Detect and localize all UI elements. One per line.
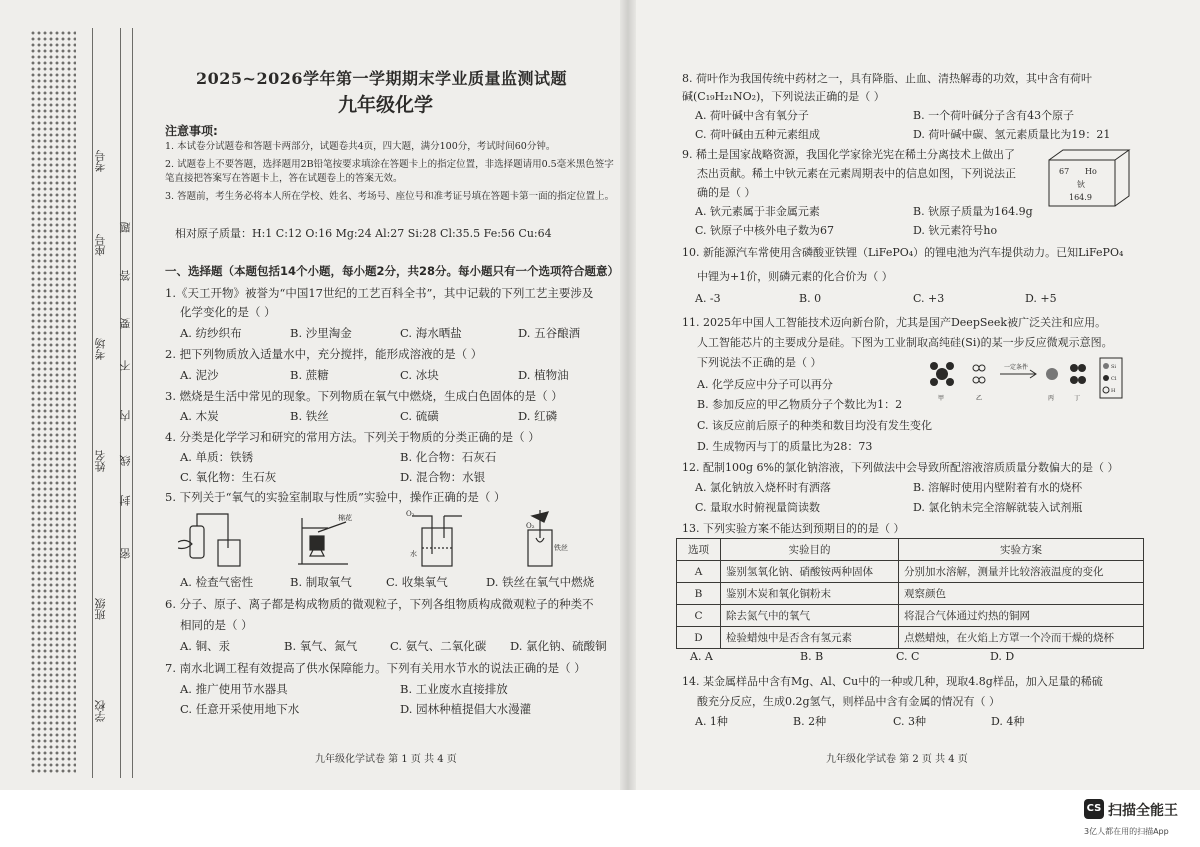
seal-char: 内	[119, 410, 132, 421]
q9-option-a: A. 钬元素属于非金属元素	[695, 205, 820, 218]
q8-stem-cont: 碱(C₁₉H₂₁NO₂)，下列说法正确的是（ ）	[682, 90, 885, 103]
reaction-arrow	[1000, 370, 1036, 378]
binding-room: 考场	[94, 338, 107, 360]
legend-si: Si	[1111, 364, 1117, 370]
q2-stem: 2. 把下列物质放入适量水中，充分搅拌，能形成溶液的是（ ）	[165, 347, 483, 361]
q13-option-d: D. D	[990, 650, 1015, 663]
q13-option-a: A. A	[690, 650, 713, 663]
q8-options-row2	[695, 126, 1145, 142]
q1-option-b: B. 沙里淘金	[290, 326, 352, 340]
q2-options	[180, 367, 620, 383]
q6-option-a: A. 铜、汞	[180, 639, 231, 653]
q8-option-a: A. 荷叶碱中含有氧分子	[695, 109, 809, 122]
atomic-mass-line: 相对原子质量：H:1 C:12 O:16 Mg:24 Al:27 Si:28 Cl:35.5 Fe:56 Cu:64	[175, 227, 552, 240]
q7-stem: 7. 南水北调工程有效提高了供水保障能力。下列有关用水节水的说法正确的是（ ）	[165, 661, 586, 675]
q8-options-row1	[695, 107, 1145, 123]
q7-option-a: A. 推广使用节水器具	[180, 682, 288, 696]
q11-option-d: D. 生成物丙与丁的质量比为28：73	[697, 440, 873, 453]
q13-option-c: C. C	[896, 650, 920, 663]
label-ding: 丁	[1074, 395, 1081, 402]
q11-stem-cont2: 下列说法不正确的是（ ）	[697, 356, 822, 369]
table-header: 实验方案	[899, 539, 1144, 561]
c-label-2: 水	[410, 550, 417, 558]
q9-option-b: B. 钬原子质量为164.9g	[913, 205, 1033, 218]
d-label-2: 铁丝	[554, 544, 568, 552]
q5-options	[180, 574, 620, 590]
iron-wire-burning-figure	[528, 510, 552, 566]
note-item: 1. 本试卷分试题卷和答题卡两部分，试题卷共4页，四大题，满分100分，考试时间60分钟。	[165, 141, 556, 152]
q11-stem: 11. 2025年中国人工智能技术迈向新台阶，尤其是国产DeepSeek被广泛关注和应用。	[682, 316, 1107, 329]
exam-title: 2025~2026学年第一学期期末学业质量监测试题	[196, 69, 567, 88]
table-cell: A	[677, 561, 721, 583]
q4-option-c: C. 氧化物：生石灰	[180, 470, 277, 484]
q3-option-d: D. 红磷	[518, 409, 558, 423]
q14-option-c: C. 3种	[893, 715, 927, 728]
q4-option-a: A. 单质：铁锈	[180, 450, 254, 464]
q9-options-row2	[695, 222, 1145, 238]
element-mass: 164.9	[1069, 193, 1092, 202]
binding-number: 考号	[94, 150, 107, 172]
q12-option-b: B. 溶解时使用内壁附着有水的烧杯	[913, 481, 1083, 494]
q7-options-row1	[180, 681, 620, 697]
q10-option-d: D. +5	[1025, 292, 1057, 305]
q4-option-d: D. 混合物：水银	[400, 470, 486, 484]
q12-options-row1	[695, 479, 1145, 495]
note-item: 3. 答题前，考生务必将本人所在学校、姓名、考场号、座位号和准考证号填在答题卡第一面的指定位置上。	[165, 191, 615, 202]
q6-option-d: D. 氯化钠、硫酸铜	[510, 639, 607, 653]
q9-stem-cont2: 确的是（ ）	[697, 186, 756, 199]
q6-stem-cont: 相同的是（ ）	[180, 618, 253, 632]
q1-option-d: D. 五谷酿酒	[518, 326, 581, 340]
q3-option-a: A. 木炭	[180, 409, 219, 423]
table-cell: 鉴别木炭和氧化铜粉末	[721, 583, 899, 605]
q8-option-b: B. 一个荷叶碱分子含有43个原子	[913, 109, 1075, 122]
q5-stem: 5. 下列关于“氧气的实验室制取与性质”实验中，操作正确的是（ ）	[165, 490, 506, 504]
q6-stem: 6. 分子、原子、离子都是构成物质的微观粒子，下列各组物质构成微观粒子的种类不	[165, 597, 594, 611]
q6-option-c: C. 氨气、二氧化碳	[390, 639, 487, 653]
table-row	[677, 605, 1144, 627]
reactant-jia	[930, 362, 954, 386]
table-header: 实验目的	[721, 539, 899, 561]
product-ding	[1070, 364, 1086, 384]
legend-h: H	[1111, 388, 1116, 394]
q11-option-b: B. 参加反应的甲乙物质分子个数比为1：2	[697, 398, 903, 411]
seal-char: 题	[119, 222, 132, 233]
q1-option-a: A. 纺纱织布	[180, 326, 242, 340]
q12-option-d: D. 氯化钠未完全溶解就装入试剂瓶	[913, 501, 1083, 514]
seal-char: 线	[119, 455, 132, 466]
q4-option-b: B. 化合物：石灰石	[400, 450, 497, 464]
camscanner-name: 扫描全能王	[1108, 803, 1178, 819]
q3-options	[180, 408, 620, 424]
q1-stem-cont: 化学变化的是（ ）	[180, 305, 276, 319]
reactant-yi	[973, 365, 985, 383]
binding-seat: 座号	[94, 234, 107, 256]
q1-option-c: C. 海水晒盐	[400, 326, 462, 340]
seal-char: 要	[119, 318, 132, 329]
q14-stem: 14. 某金属样品中含有Mg、Al、Cu中的一种或几种，现取4.8g样品，加入足量的稀硫	[682, 675, 1103, 688]
q2-option-d: D. 植物油	[518, 368, 569, 382]
q13-stem: 13. 下列实验方案不能达到预期目的的是（ ）	[682, 522, 905, 535]
q7-option-d: D. 园林种植提倡大水漫灌	[400, 702, 532, 716]
q7-option-c: C. 任意开采使用地下水	[180, 702, 300, 716]
q5-option-b: B. 制取氧气	[290, 575, 352, 589]
q8-option-d: D. 荷叶碱中碳、氢元素质量比为19：21	[913, 128, 1111, 141]
table-row	[677, 561, 1144, 583]
binding-dot-strip	[30, 30, 76, 775]
table-header-row	[677, 539, 1144, 561]
q12-stem: 12. 配制100g 6%的氯化钠溶液，下列做法中会导致所配溶液溶质质量分数偏大的是（ ）	[682, 461, 1119, 474]
table-cell: 将混合气体通过灼热的铜网	[899, 605, 1144, 627]
q13-experiment-table	[676, 538, 1144, 649]
q12-option-a: A. 氯化钠放入烧杯时有洒落	[695, 481, 831, 494]
d-label-1: O₂	[526, 522, 535, 530]
q1-stem: 1.《天工开物》被誉为“中国17世纪的工艺百科全书”，其中记载的下列工艺主要涉及	[165, 286, 594, 300]
page-1-footer: 九年级化学试卷 第 1 页 共 4 页	[315, 754, 457, 765]
note-item: 2. 试题卷上不要答题，选择题用2B铅笔按要求填涂在答题卡上的指定位置，非选择题请用0.5毫米黑色签字笔直接把答案写在答题卡上，答在试题卷上的答案无效。	[165, 159, 614, 184]
q10-stem: 10. 新能源汽车常使用含磷酸亚铁锂（LiFePO₄）的锂电池为汽车提供动力。已知LiFePO₄	[682, 246, 1124, 259]
table-cell: 点燃蜡烛，在火焰上方罩一个冷而干燥的烧杯	[899, 627, 1144, 649]
table-cell: D	[677, 627, 721, 649]
section-1-heading: 一、选择题（本题包括14个小题，每小题2分，共28分。每小题只有一个选项符合题意）	[165, 264, 620, 278]
q6-option-b: B. 氧气、氮气	[284, 639, 358, 653]
camscanner-logo: CS	[1084, 799, 1104, 819]
q14-stem-cont: 酸充分反应，生成0.2g氢气，则样品中含有金属的情况有（ ）	[697, 695, 1001, 708]
q10-options	[695, 292, 1145, 308]
q4-stem: 4. 分类是化学学习和研究的常用方法。下列关于物质的分类正确的是（ ）	[165, 430, 540, 444]
q5-apparatus-figures	[178, 508, 578, 570]
reaction-condition: 一定条件	[1004, 364, 1029, 371]
table-header: 选项	[677, 539, 721, 561]
product-bing	[1046, 368, 1058, 380]
reaction-micro-diagram	[924, 356, 1124, 402]
page-2-footer: 九年级化学试卷 第 2 页 共 4 页	[826, 754, 968, 765]
binding-school: 学校	[94, 700, 107, 722]
table-cell: 检验蜡烛中是否含有氢元素	[721, 627, 899, 649]
q14-option-a: A. 1种	[695, 715, 728, 728]
q7-option-b: B. 工业废水直接排放	[400, 682, 508, 696]
airtightness-check-figure	[178, 514, 240, 566]
q6-options	[180, 638, 620, 654]
q9-stem: 9. 稀土是国家战略资源，我国化学家徐光宪在稀土分离技术上做出了	[682, 148, 1015, 161]
q3-stem: 3. 燃烧是生活中常见的现象。下列物质在氧气中燃烧，生成白色固体的是（ ）	[165, 389, 563, 403]
page-fold	[620, 0, 636, 790]
q7-options-row2	[180, 701, 620, 717]
seal-char: 答	[119, 270, 132, 281]
element-card-figure	[1047, 148, 1131, 208]
q13-options	[690, 650, 1140, 666]
seal-char: 密	[119, 548, 132, 559]
oxygen-collection-figure	[412, 516, 462, 566]
element-name: 钬	[1077, 180, 1085, 189]
c-label-1: O₂	[406, 510, 415, 518]
binding-name: 姓名	[94, 450, 107, 472]
q9-stem-cont: 杰出贡献。稀土中钬元素在元素周期表中的信息如图，下列说法正	[697, 167, 1016, 180]
oxygen-preparation-figure	[298, 518, 348, 564]
q14-option-b: B. 2种	[793, 715, 827, 728]
q12-option-c: C. 量取水时俯视量筒读数	[695, 501, 821, 514]
exam-subtitle: 九年级化学	[338, 94, 434, 116]
q14-option-d: D. 4种	[991, 715, 1025, 728]
q10-option-a: A. -3	[695, 292, 721, 305]
table-cell: C	[677, 605, 721, 627]
q2-option-c: C. 冰块	[400, 368, 439, 382]
table-cell: 观察颜色	[899, 583, 1144, 605]
q4-options-row1	[180, 449, 620, 465]
q9-options-row1	[695, 203, 1145, 219]
b-label: 棉花	[338, 514, 352, 522]
q3-option-c: C. 硫磺	[400, 409, 439, 423]
seal-char: 封	[119, 495, 132, 506]
q2-option-b: B. 蔗糖	[290, 368, 329, 382]
q12-options-row2	[695, 499, 1145, 515]
q9-option-c: C. 钬原子中核外电子数为67	[695, 224, 835, 237]
q4-options-row2	[180, 469, 620, 485]
q10-stem-cont: 中锂为+1价，则磷元素的化合价为（ ）	[697, 270, 893, 283]
q10-option-c: C. +3	[913, 292, 945, 305]
q11-stem-cont: 人工智能芯片的主要成分是硅。下图为工业制取高纯硅(Si)的某一步反应微观示意图。	[697, 336, 1113, 349]
q5-option-a: A. 检查气密性	[180, 575, 254, 589]
table-cell: 分别加水溶解，测量并比较溶液温度的变化	[899, 561, 1144, 583]
q13-option-b: B. B	[800, 650, 824, 663]
q14-options	[695, 713, 1145, 729]
table-row	[677, 583, 1144, 605]
q11-option-c: C. 该反应前后原子的种类和数目均没有发生变化	[697, 419, 933, 432]
table-cell: 除去氮气中的氧气	[721, 605, 899, 627]
q10-option-b: B. 0	[799, 292, 822, 305]
q11-option-a: A. 化学反应中分子可以再分	[697, 378, 833, 391]
q8-option-c: C. 荷叶碱由五种元素组成	[695, 128, 821, 141]
notes-title: 注意事项:	[165, 124, 218, 138]
legend-cl: Cl	[1111, 376, 1117, 382]
q1-options	[180, 325, 620, 341]
q8-stem: 8. 荷叶作为我国传统中药材之一，具有降脂、止血、清热解毒的功效，其中含有荷叶	[682, 72, 1092, 85]
label-bing: 丙	[1048, 395, 1055, 402]
element-symbol: Ho	[1085, 167, 1097, 176]
q3-option-b: B. 铁丝	[290, 409, 329, 423]
q2-option-a: A. 泥沙	[180, 368, 219, 382]
q9-option-d: D. 钬元素符号ho	[913, 224, 998, 237]
label-jia: 甲	[938, 395, 945, 402]
camscanner-tagline: 3亿人都在用的扫描App	[1084, 827, 1169, 836]
seal-char: 不	[119, 360, 132, 371]
table-cell: 鉴别氢氧化钠、硝酸铵两种固体	[721, 561, 899, 583]
element-number: 67	[1059, 167, 1070, 176]
q5-option-d: D. 铁丝在氧气中燃烧	[486, 575, 595, 589]
binding-margin	[80, 28, 136, 778]
table-cell: B	[677, 583, 721, 605]
table-row	[677, 627, 1144, 649]
q5-option-c: C. 收集氧气	[386, 575, 448, 589]
label-yi: 乙	[976, 395, 983, 402]
binding-class: 班级	[94, 598, 107, 620]
